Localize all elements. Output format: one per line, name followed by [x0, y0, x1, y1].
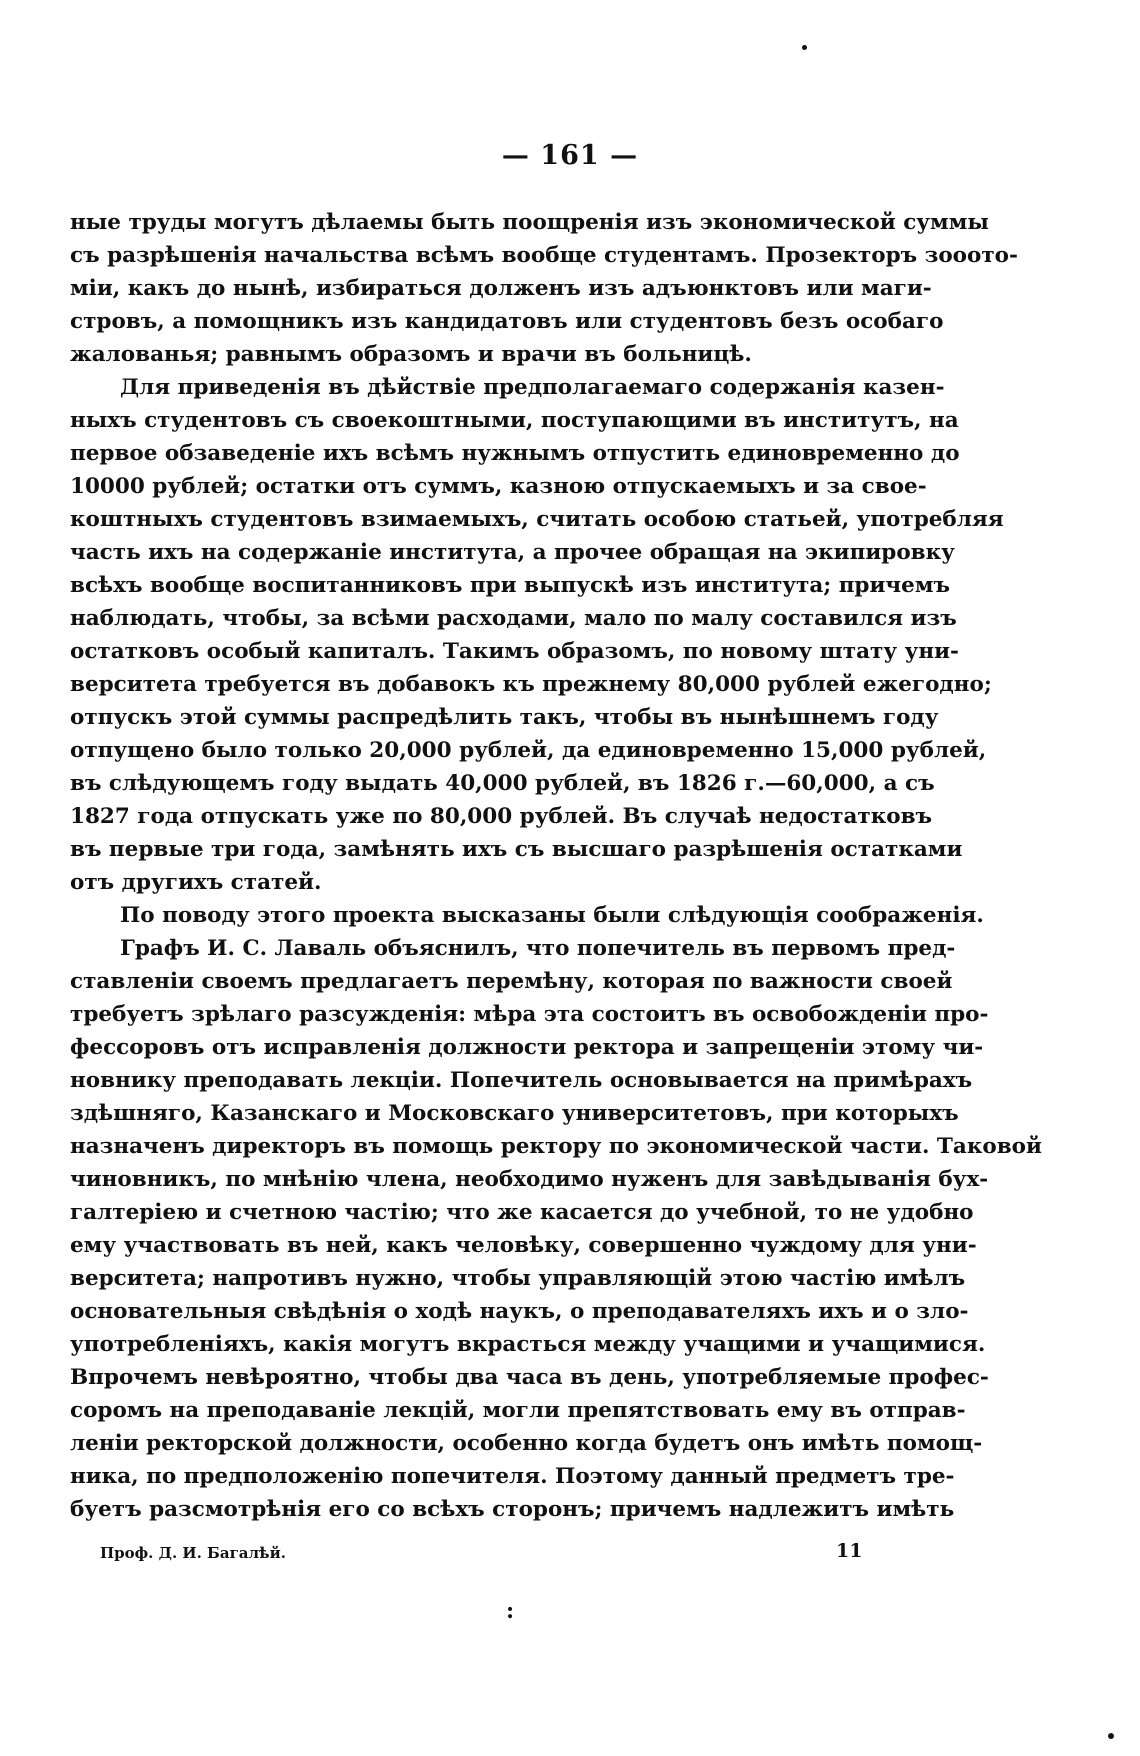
speck-top-right [802, 45, 807, 50]
text-line: наблюдать, чтобы, за всѣми расходами, мало по малу составился изъ [70, 606, 957, 631]
signature-mark: 11 [836, 1540, 863, 1562]
paragraph-start-line: Графъ И. С. Лаваль объяснилъ, что попечитель въ первомъ пред- [120, 936, 956, 961]
text-line: соромъ на преподаваніе лекцій, могли препятствовать ему въ отправ- [70, 1398, 966, 1423]
text-line: верситета требуется въ добавокъ къ прежнему 80,000 рублей ежегодно; [70, 672, 992, 697]
text-line: употребленіяхъ, какія могутъ вкрасться между учащими и учащимися. [70, 1332, 986, 1357]
text-line: часть ихъ на содержаніе института, а прочее обращая на экипировку [70, 540, 955, 565]
text-line: леніи ректорской должности, особенно когда будетъ онъ имѣть помощ- [70, 1431, 983, 1456]
text-line: требуетъ зрѣлаго разсужденія: мѣра эта состоитъ въ освобожденіи про- [70, 1002, 989, 1027]
text-line: фессоровъ отъ исправленія должности ректора и запрещеніи этому чи- [70, 1035, 984, 1060]
body-text [70, 206, 1042, 1526]
text-line: остатковъ особый капиталъ. Такимъ образомъ, по новому штату уни- [70, 639, 959, 664]
paragraph-start-line: Для приведенія въ дѣйствіе предполагаемаго содержанія казен- [120, 375, 945, 400]
text-line: ныхъ студентовъ съ своекоштными, поступающими въ институтъ, на [70, 408, 959, 433]
page-number: — 161 — [501, 140, 639, 171]
text-line: въ первые три года, замѣнять ихъ съ высшаго разрѣшенія остатками [70, 837, 963, 862]
text-line: буетъ разсмотрѣнія его со всѣхъ сторонъ; причемъ надлежитъ имѣть [70, 1497, 955, 1522]
footer-author: Проф. Д. И. Багалѣй. [100, 1544, 286, 1562]
speck-bottom-right [1108, 1733, 1114, 1739]
text-line: коштныхъ студентовъ взимаемыхъ, считать особою статьей, употребляя [70, 507, 1004, 532]
bottom-colon-mark: : [506, 1598, 515, 1624]
text-line: 10000 рублей; остатки отъ суммъ, казною отпускаемыхъ и за свое- [70, 474, 927, 499]
text-line: верситета; напротивъ нужно, чтобы управляющій этою частію имѣлъ [70, 1266, 966, 1291]
text-line: назначенъ директоръ въ помощь ректору по экономической части. Таковой [70, 1134, 1042, 1159]
text-line: здѣшняго, Казанскаго и Московскаго университетовъ, при которыхъ [70, 1101, 959, 1126]
text-line: новнику преподавать лекціи. Попечитель основывается на примѣрахъ [70, 1068, 973, 1093]
paragraph-start-line: По поводу этого проекта высказаны были слѣдующія соображенія. [120, 903, 984, 928]
text-line: галтеріею и счетною частію; что же касается до учебной, то не удобно [70, 1200, 974, 1225]
text-line: съ разрѣшенія начальства всѣмъ вообще студентамъ. Прозекторъ зооото- [70, 243, 1018, 268]
text-line: Впрочемъ невѣроятно, чтобы два часа въ день, употребляемые профес- [70, 1365, 989, 1390]
text-line: стровъ, а помощникъ изъ кандидатовъ или студентовъ безъ особаго [70, 309, 944, 334]
text-line: чиновникъ, по мнѣнію члена, необходимо нуженъ для завѣдыванія бух- [70, 1167, 989, 1192]
text-line: первое обзаведеніе ихъ всѣмъ нужнымъ отпустить единовременно до [70, 441, 960, 466]
text-line: ставленіи своемъ предлагаетъ перемѣну, которая по важности своей [70, 969, 953, 994]
text-line: отпускъ этой суммы распредѣлить такъ, чтобы въ нынѣшнемъ году [70, 705, 939, 730]
text-line: 1827 года отпускать уже по 80,000 рублей. Въ случаѣ недостатковъ [70, 804, 933, 829]
text-line: въ слѣдующемъ году выдать 40,000 рублей, въ 1826 г.—60,000, а съ [70, 771, 935, 796]
text-line: ника, по предположенію попечителя. Поэтому данный предметъ тре- [70, 1464, 955, 1489]
text-line: ные труды могутъ дѣлаемы быть поощренія изъ экономической суммы [70, 210, 989, 235]
text-line: жалованья; равнымъ образомъ и врачи въ больницѣ. [70, 342, 752, 367]
text-line: отъ другихъ статей. [70, 870, 322, 895]
text-line: основательныя свѣдѣнія о ходѣ наукъ, о преподавателяхъ ихъ и о зло- [70, 1299, 969, 1324]
text-line: отпущено было только 20,000 рублей, да единовременно 15,000 рублей, [70, 738, 987, 763]
text-line: міи, какъ до нынѣ, избираться долженъ изъ адъюнктовъ или маги- [70, 276, 932, 301]
text-line: ему участвовать въ ней, какъ человѣку, совершенно чуждому для уни- [70, 1233, 977, 1258]
page-footer [70, 1538, 912, 1568]
text-line: всѣхъ вообще воспитанниковъ при выпускѣ изъ института; причемъ [70, 573, 950, 598]
